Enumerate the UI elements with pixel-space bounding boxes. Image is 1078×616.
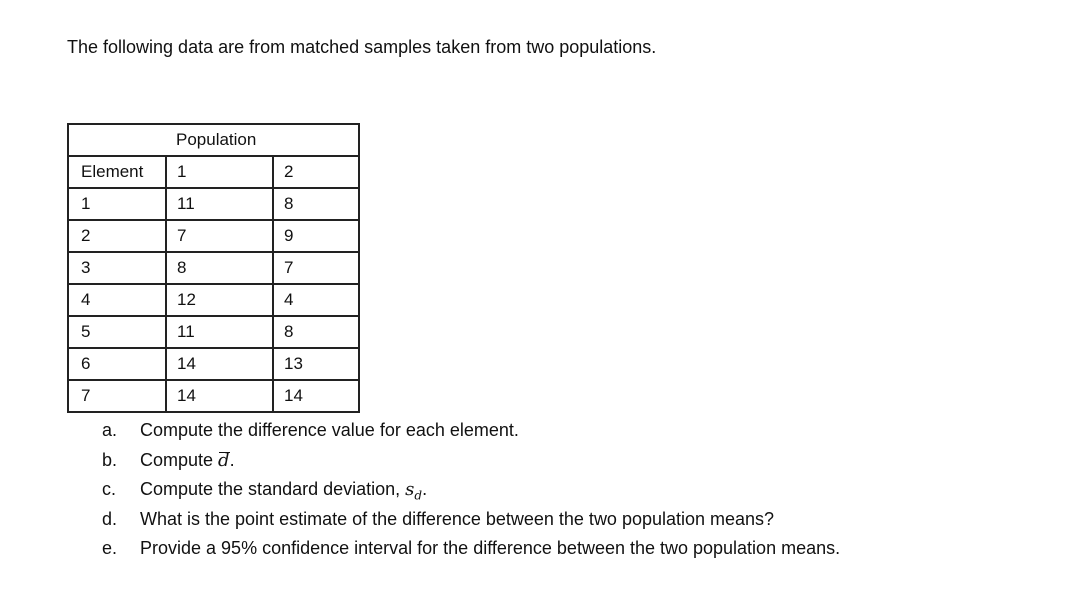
pop2-cell: 4	[273, 284, 359, 316]
pop1-cell: 11	[166, 188, 273, 220]
element-cell: 7	[68, 380, 166, 412]
question-text	[140, 448, 235, 478]
table-row	[68, 220, 359, 252]
sd-base: s	[405, 479, 415, 500]
sd-symbol	[405, 479, 423, 503]
intro-text: The following data are from matched samples taken from two populations.	[67, 37, 657, 57]
question-text-suffix: .	[422, 479, 428, 499]
population-header: Population	[68, 124, 359, 156]
element-header: Element	[68, 156, 166, 188]
question-text: Provide a 95% confidence interval for the difference between the two population means.	[140, 538, 841, 558]
table-header-row	[68, 124, 359, 156]
question-c	[102, 477, 840, 507]
table-row	[68, 252, 359, 284]
pop2-cell: 13	[273, 348, 359, 380]
question-text-lead: Compute the standard deviation,	[140, 479, 406, 499]
question-letter: e.	[102, 538, 118, 558]
pop2-cell: 9	[273, 220, 359, 252]
question-text-lead: Compute	[140, 449, 219, 470]
element-cell: 6	[68, 348, 166, 380]
question-d	[102, 507, 840, 537]
question-a	[102, 418, 840, 448]
table-row	[68, 316, 359, 348]
pop1-cell: 12	[166, 284, 273, 316]
element-cell: 4	[68, 284, 166, 316]
table-row	[68, 188, 359, 220]
pop1-cell: 7	[166, 220, 273, 252]
question-letter: d.	[102, 508, 118, 529]
question-letter: a.	[102, 420, 118, 440]
pop1-cell: 11	[166, 316, 273, 348]
element-cell: 3	[68, 252, 166, 284]
pop2-cell: 7	[273, 252, 359, 284]
table-row	[68, 380, 359, 412]
question-letter: b.	[102, 449, 118, 470]
d-bar-symbol: d	[218, 449, 230, 471]
question-text: What is the point estimate of the difference between the two population means?	[140, 508, 775, 529]
matched-samples-table	[67, 123, 360, 413]
question-text: Compute the difference value for each element.	[140, 420, 519, 440]
table-row	[68, 348, 359, 380]
question-text-suffix: .	[229, 449, 235, 470]
pop1-cell: 8	[166, 252, 273, 284]
pop2-header: 2	[273, 156, 359, 188]
element-cell: 5	[68, 316, 166, 348]
table-row	[68, 284, 359, 316]
question-b	[102, 448, 840, 478]
table-subheader-row	[68, 156, 359, 188]
sd-subscript: d	[414, 488, 423, 503]
question-list	[102, 418, 840, 566]
pop2-cell: 14	[273, 380, 359, 412]
question-e	[102, 536, 840, 566]
pop2-cell: 8	[273, 188, 359, 220]
element-cell: 1	[68, 188, 166, 220]
element-cell: 2	[68, 220, 166, 252]
question-text	[140, 477, 427, 507]
question-letter: c.	[102, 479, 117, 499]
pop1-cell: 14	[166, 380, 273, 412]
pop2-cell: 8	[273, 316, 359, 348]
pop1-cell: 14	[166, 348, 273, 380]
pop1-header: 1	[166, 156, 273, 188]
